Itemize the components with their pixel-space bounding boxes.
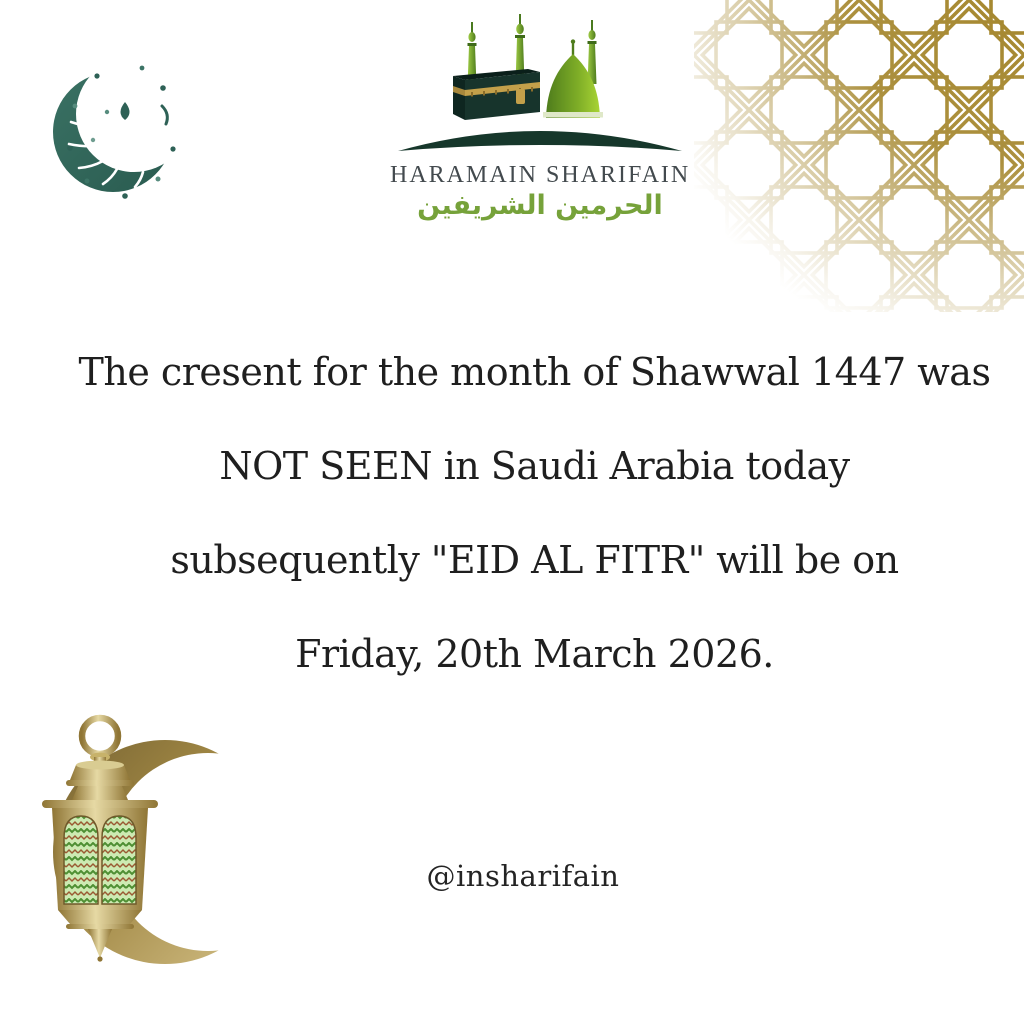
islamic-geometric-gold-star-pattern-icon	[694, 0, 1024, 312]
haramain-sharifain-logo	[390, 8, 690, 221]
kaaba-icon	[453, 69, 540, 120]
ramadan-arabic-calligraphy-crescent-icon	[45, 48, 190, 205]
announcement-line-1: The cresent for the month of Shawwal 1447 was	[78, 350, 991, 394]
hill-arc	[398, 131, 682, 151]
social-handle: @insharifain	[426, 859, 620, 893]
lantern-and-crescent	[18, 688, 283, 970]
kaaba-and-green-dome-icon	[390, 8, 690, 158]
islamic-pattern-corner	[694, 0, 1024, 312]
logo-title: HARAMAIN SHARIFAIN	[390, 162, 691, 188]
announcement-line-4: Friday, 20th March 2026.	[295, 632, 774, 676]
announcement-text	[45, 325, 1024, 701]
announcement-line-2: NOT SEEN in Saudi Arabia today	[219, 444, 850, 488]
logo-title-arabic: الحرمين الشريفين	[417, 190, 663, 221]
gold-lantern-and-crescent-icon	[18, 688, 283, 970]
announcement-line-3: subsequently "EID AL FITR" will be on	[170, 538, 899, 582]
ramadan-calligraphy	[45, 48, 190, 205]
